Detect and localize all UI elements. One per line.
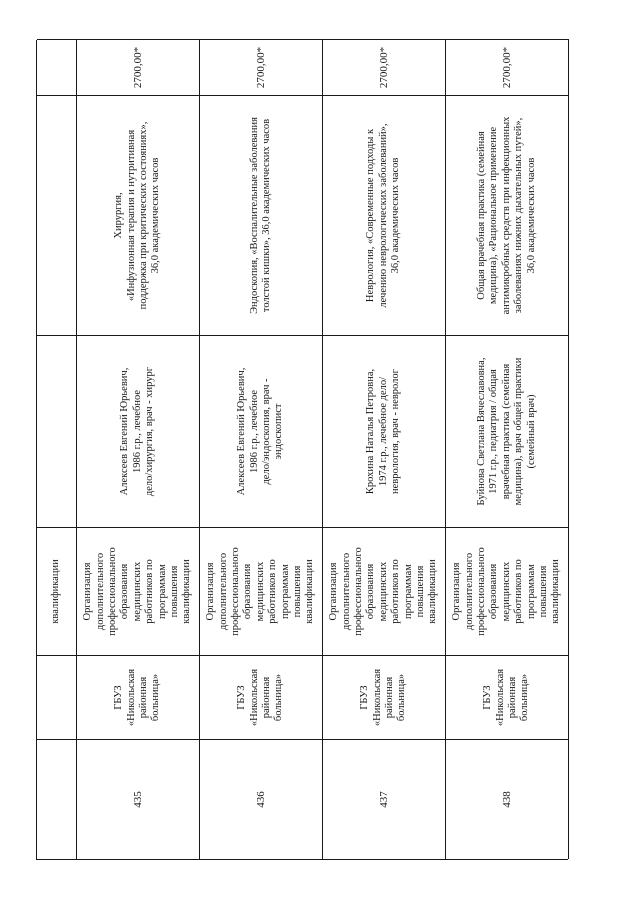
- document-table: [36, 40, 568, 860]
- organization-cell: ГБУЗ «Никольская районная больница»: [77, 655, 200, 739]
- price-cell: 2700,00*: [323, 39, 446, 95]
- person-cell: Алексеев Евгений Юрьевич, 1986 г.р., лечебное дело/эндоскопия, врач - эндоскопист: [200, 335, 323, 527]
- course-cell: Общая врачебная практика (семейная медицина), «Рациональное применение антимикробных средств при инфекционных заболеваниях нижних дыхательных путей», 36,0 академических часов: [446, 95, 569, 335]
- price-cell: 2700,00*: [77, 39, 200, 95]
- header-cell-course: [37, 95, 77, 335]
- person-cell: Алексеев Евгений Юрьевич, 1986 г.р., лечебное дело/хирургия, врач - хирург: [77, 335, 200, 527]
- course-cell: Эндоскопия, «Воспалительные заболевания толстой кишки», 36,0 академических часов: [200, 95, 323, 335]
- row-number: 437: [323, 739, 446, 859]
- program-cell: Организация дополнительного профессионального образования медицинских работников по программам повышения квалификации: [77, 527, 200, 655]
- header-cell-person: [37, 335, 77, 527]
- organization-cell: ГБУЗ «Никольская районная больница»: [200, 655, 323, 739]
- price-cell: 2700,00*: [446, 39, 569, 95]
- organization-cell: ГБУЗ «Никольская районная больница»: [323, 655, 446, 739]
- header-cell-num: [37, 739, 77, 859]
- person-cell: Крохина Наталья Петровна, 1974 г.р., лечебное дело/ неврология, врач - невролог: [323, 335, 446, 527]
- course-cell: Неврология, «Современные подходы к лечению неврологических заболеваний», 36,0 академических часов: [323, 95, 446, 335]
- header-cell-price: [37, 39, 77, 95]
- person-cell: Буйнова Светлана Вячеславовна, 1971 г.р., педиатрия / общая врачебная практика (семейная медицина), врач общей практики (семейный врач): [446, 335, 569, 527]
- row-number: 435: [77, 739, 200, 859]
- program-cell: Организация дополнительного профессионального образования медицинских работников по программам повышения квалификации: [446, 527, 569, 655]
- program-cell: Организация дополнительного профессионального образования медицинских работников по программам повышения квалификации: [323, 527, 446, 655]
- header-cell-program: квалификации: [37, 527, 77, 655]
- program-cell: Организация дополнительного профессионального образования медицинских работников по программам повышения квалификации: [200, 527, 323, 655]
- row-number: 436: [200, 739, 323, 859]
- price-cell: 2700,00*: [200, 39, 323, 95]
- row-number: 438: [446, 739, 569, 859]
- course-cell: Хирургия, «Инфузионная терапия и нутритивная поддержка при критических состояниях», 36,0 академических часов: [77, 95, 200, 335]
- header-cell-org: [37, 655, 77, 739]
- organization-cell: ГБУЗ «Никольская районная больница»: [446, 655, 569, 739]
